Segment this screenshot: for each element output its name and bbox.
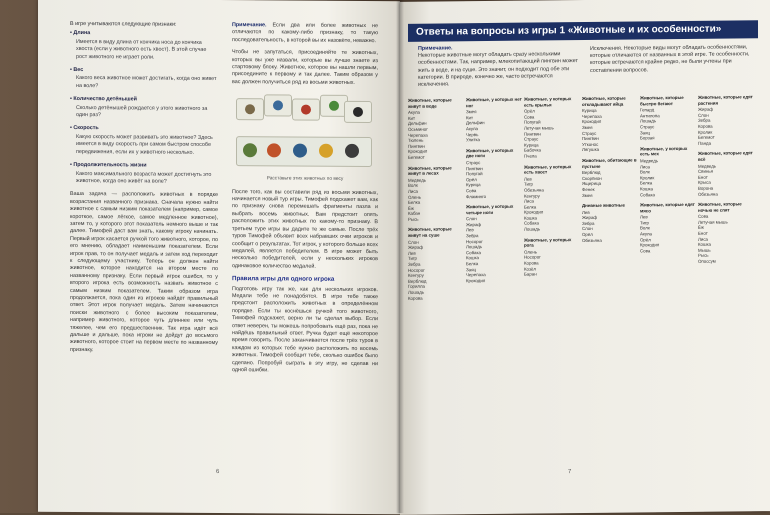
answer-group bbox=[524, 237, 580, 278]
answer-item: Заяц bbox=[640, 129, 650, 135]
answer-item: Волк bbox=[640, 169, 650, 175]
answer-item: Собака bbox=[524, 220, 539, 227]
answer-item: Собака bbox=[640, 191, 655, 197]
answer-item: Бегемот bbox=[698, 134, 715, 140]
answer-item: Черепаха bbox=[408, 132, 428, 138]
answer-item: Лошадь bbox=[408, 289, 425, 295]
answer-item: Зебра bbox=[582, 220, 595, 226]
answer-item: Жираф bbox=[466, 221, 482, 228]
answer-item: Пингвин bbox=[466, 165, 483, 171]
answer-item: Курица bbox=[582, 108, 597, 114]
answer-group bbox=[582, 95, 638, 153]
answer-item: Ёж bbox=[698, 225, 704, 231]
answer-item: Горилла bbox=[408, 284, 425, 290]
answer-item: Рысь bbox=[698, 253, 709, 259]
answer-item: Орёл bbox=[640, 236, 651, 243]
section-title-single-player: Правила игры для одного игрока bbox=[232, 275, 335, 283]
answers-note bbox=[418, 44, 578, 89]
answer-item: Курица bbox=[466, 182, 481, 188]
answer-item: Баран bbox=[524, 271, 537, 277]
answer-item: Лиса bbox=[408, 188, 418, 194]
answer-item: Курица bbox=[524, 142, 539, 148]
answer-item: Утконос bbox=[582, 141, 599, 147]
answer-item: Попугай bbox=[524, 119, 541, 126]
answers-title: Ответы на вопросы из игры 1 «Животные и их особенности» bbox=[408, 20, 758, 42]
answer-item: Слон bbox=[466, 216, 477, 222]
criterion-description: Какого максимального возраста может достигнуть это животное, когда оно живёт на воле? bbox=[76, 170, 212, 185]
answer-item: Сова bbox=[640, 248, 651, 254]
answer-item: Фенек bbox=[582, 186, 595, 192]
answer-item: Лев bbox=[640, 214, 648, 220]
answer-item: Слон bbox=[582, 226, 593, 232]
answer-item: Кошка bbox=[466, 255, 479, 261]
answer-item: Рысь bbox=[408, 216, 419, 222]
puzzle-piece bbox=[344, 101, 372, 123]
page-number-right: 7 bbox=[568, 469, 572, 476]
answer-item: Страус bbox=[582, 130, 597, 136]
answer-group bbox=[408, 227, 464, 301]
answer-item: Носорог bbox=[408, 267, 425, 273]
answer-item: Зебра bbox=[408, 261, 421, 267]
answer-group bbox=[582, 203, 638, 244]
answer-group bbox=[524, 164, 580, 233]
page-number-left: 6 bbox=[216, 468, 220, 476]
answer-item: Лиса bbox=[698, 236, 708, 242]
answer-item: Пингвин bbox=[582, 136, 599, 142]
answer-item: Белка bbox=[524, 204, 537, 210]
criterion-description: Сколько детёнышей рождается у этого животного за один раз? bbox=[76, 104, 208, 119]
answer-item: Жираф bbox=[582, 215, 598, 221]
answer-item: Акула bbox=[466, 126, 479, 132]
answer-item: Ёж bbox=[408, 205, 414, 211]
puzzle-piece bbox=[264, 95, 292, 117]
answer-item: Опоссум bbox=[698, 258, 716, 264]
answers-note-label: Примечание. bbox=[418, 45, 453, 52]
answer-item: Страус bbox=[524, 136, 539, 142]
answer-item: Гепард bbox=[640, 107, 655, 113]
answer-group bbox=[698, 94, 754, 146]
note-label: Примечание. bbox=[232, 22, 267, 29]
answer-item: Улитка bbox=[466, 137, 480, 143]
answer-group-heading: Животные, у которых четыре ноги bbox=[466, 203, 514, 215]
answer-item: Лев bbox=[408, 250, 416, 256]
answer-item: Кошка bbox=[524, 215, 537, 221]
answer-item: Орёл bbox=[524, 108, 535, 114]
answer-item: Лев bbox=[466, 227, 474, 233]
answers-column bbox=[640, 95, 696, 259]
rules-paragraph-2: Чтобы не запутаться, присоединяйте те животных, которых вы уже назвали, которые вы лучше знаете из стартовому блоку. Животное, которое вы нашли первым, присоедините к первому и так далее. Таким образом у вас должен получиться ряд из восьми животных. bbox=[232, 49, 378, 86]
criterion-item bbox=[70, 96, 218, 120]
left-page bbox=[38, 0, 400, 514]
answer-item: Кит bbox=[408, 115, 416, 121]
criterion-item bbox=[70, 125, 218, 157]
criteria-list bbox=[70, 30, 218, 186]
answer-group bbox=[408, 97, 464, 160]
answer-group-heading: Животные, у которых есть крылья bbox=[524, 96, 572, 108]
answer-item: Кабан bbox=[408, 211, 421, 217]
criterion-description: Какого веса животное может достигать, когда оно живет на воле? bbox=[76, 75, 217, 90]
answer-item: Крокодил bbox=[466, 277, 486, 284]
puzzle-piece bbox=[236, 98, 264, 120]
answer-item: Ворона bbox=[698, 185, 714, 191]
answer-item: Кролик bbox=[640, 174, 655, 181]
answer-item: Змея bbox=[582, 192, 593, 198]
criterion-name: • Продолжительность жизни bbox=[70, 162, 218, 170]
answer-item: Тигр bbox=[408, 256, 417, 262]
answer-group-heading: Животные, которые едят мясо bbox=[640, 201, 695, 214]
answer-group-heading: Животные, которые живут в лесах bbox=[408, 164, 452, 176]
answer-item: Змея bbox=[582, 124, 593, 131]
answer-group bbox=[524, 96, 580, 159]
answers-column bbox=[582, 95, 638, 248]
answer-item: Обезьяна bbox=[698, 191, 718, 197]
answer-item: Обезьяна bbox=[582, 237, 602, 243]
answer-item: Крокодил bbox=[408, 148, 428, 155]
answer-item: Зебра bbox=[698, 118, 711, 124]
rules-paragraph-1: Ваша задача — расположить животных в порядке возрастания названного признака. Сначала нужно найти животное с самым низким показателем (например, самое короткое, самое лёгкое, самое медленное животное), затем то, у которого этот показатель немного выше и так далее. Тимофей даст вам знать, какому игроку начинать. Первый игрок касается ручкой того животного, которое, по его мнению, обладает наименьшим показателем. Если игрок прав, то он получает медаль и затем ход переходит к следующему участнику. Теперь он должен найти животное, которое находится на втором месте по названному признаку. Если первый игрок ошибся, то у второго игрока есть возможность назвать животное с самым низким показателем. Таким образом игра продолжается, пока один из игроков найдёт правильный ответ. Этот игрок получает медаль. Затем начинаются поиски животного с более высоким показателем, например животного, которое чуть длиннее или чуть тяжелее, чем его предшественник. Так игра идёт всё дальше и дальше, пока игроки не дойдут до восьмого животного, которое стоит на первом месте по названному признаку. bbox=[70, 191, 218, 353]
answer-item: Белка bbox=[640, 180, 653, 186]
answer-item: Лиса bbox=[524, 198, 534, 204]
answer-item: Осьминог bbox=[408, 126, 428, 132]
note-paragraph bbox=[232, 22, 378, 45]
answer-item: Обезьяна bbox=[524, 187, 544, 193]
answer-item: Лошадь bbox=[524, 226, 541, 232]
answer-group-heading: Животные, у которых есть мех bbox=[640, 145, 688, 157]
criterion-name: • Количество детёнышей bbox=[70, 96, 218, 104]
answer-item: Пчела bbox=[524, 153, 537, 159]
answer-item: Лев bbox=[582, 209, 590, 215]
answer-group bbox=[466, 204, 522, 284]
answer-item: Дельфин bbox=[466, 120, 485, 126]
answer-item: Мышь bbox=[698, 247, 711, 253]
answer-item: Антилопа bbox=[640, 112, 660, 119]
answer-group-heading: Дневные животные bbox=[582, 202, 626, 209]
answer-item: Акула bbox=[640, 231, 653, 237]
criterion-item bbox=[70, 162, 218, 186]
answer-item: Зебра bbox=[466, 233, 479, 239]
puzzle-piece bbox=[292, 99, 320, 121]
answer-item: Летучая мышь bbox=[524, 125, 554, 131]
answer-item: Летучая мышь bbox=[698, 219, 728, 225]
answer-item: Лев bbox=[524, 176, 532, 182]
answer-item: Заяц bbox=[466, 266, 476, 272]
answer-group-heading: Животные, у которых есть хвост bbox=[524, 163, 572, 175]
rules-paragraph-3: После того, как вы составили ряд из восьми животных, начинается новый тур игры. Тимофей подскажет вам, как по признаку снова перемешать фрагменты пазла и выбрать восемь животных. Вам предстоит опять расположить этих животных по какому-то признаку. В третьем туре игры вы дадите те же самые. После трёх туров Тимофей объявит всех набравших очки игроков и сообщит о результатах. Тот игрок, у которого больше всех медалей, является победителем. В игре может быть несколько победителей, если у нескольких игроков одинаковое количество медалей. bbox=[232, 188, 378, 270]
answer-item: Козёл bbox=[524, 266, 536, 272]
answer-item: Кенгуру bbox=[524, 192, 540, 199]
answer-group-heading: Животные, которые едят растения bbox=[698, 94, 753, 106]
answer-group-heading: Животные, которые откладывают яйца bbox=[582, 95, 626, 107]
criterion-description: Имеется в виду длина от кончика носа до кончика хвоста (если у животного есть хвост). В этой случае рост животного не играет роли. bbox=[76, 38, 207, 61]
puzzle-row bbox=[236, 136, 372, 167]
answer-item: Дельфин bbox=[408, 121, 427, 127]
answer-group bbox=[640, 202, 696, 254]
answers-note-text: Некоторые животные могут обладать сразу несколькими особенностями. Так, например, млекопитающий пингвин может жить в воде, и на суше. Это значит, он подходит под обе эти категории. В природе, конечно же, часто встречаются исключения. bbox=[418, 51, 578, 88]
answer-item: Кошка bbox=[640, 186, 653, 192]
answer-item: Кит bbox=[466, 114, 474, 121]
answer-group-heading: Животные, у которых нет ног bbox=[466, 96, 522, 108]
criterion-name: • Скорость bbox=[70, 125, 218, 133]
criterion-item bbox=[70, 30, 218, 62]
answer-item: Ящерица bbox=[582, 181, 602, 187]
answer-item: Медведь bbox=[408, 177, 427, 183]
answer-item: Орёл bbox=[582, 231, 593, 238]
answer-item: Орёл bbox=[466, 176, 477, 182]
answer-item: Страус bbox=[640, 124, 655, 130]
answer-group-heading: Животные, у которых две ноги bbox=[466, 147, 514, 159]
answer-item: Змея bbox=[466, 109, 477, 115]
answer-item: Верблюд bbox=[582, 169, 601, 176]
answers-column bbox=[466, 97, 522, 289]
answer-item: Корова bbox=[698, 123, 713, 129]
puzzle-illustration bbox=[232, 92, 372, 173]
answer-item: Олень bbox=[408, 194, 422, 200]
puzzle-caption: Расставьте этих животных по весу bbox=[266, 176, 344, 183]
intro-text: В игре учитываются следующие признаки: bbox=[70, 20, 177, 28]
answer-group bbox=[698, 151, 754, 197]
answer-group bbox=[640, 95, 696, 141]
rules-paragraph-4: Подготовь игру так же, как для нескольких игроков. Медали тебе не понадобятся. В игре тебе также предстоит расположить животных в определённом порядке. Если ты коснёшься ручкой того животного, Тимофей подскажет, верно ли ты сделал выбор. Если ответ неверен, ты можешь попробовать ещё раз, пока не найдёшь правильный ответ. Ручка будет ещё некоторое время говорить. После заканчивается после трёх туров в каждом из которых тебе нужно расположить по восемь животных. Тимофей сообщит тебе, сколько ошибок было сделано. Попробуй сыграть в эту игру, не сделав ни одной ошибки. bbox=[232, 285, 378, 374]
answer-item: Крыса bbox=[698, 179, 711, 186]
answer-item: Борзая bbox=[640, 135, 655, 141]
answer-item: Енот bbox=[698, 174, 708, 180]
answer-item: Корова bbox=[524, 260, 539, 266]
answer-item: Олень bbox=[524, 249, 538, 255]
note-text: Если два или более животных не отличаются по какому-либо признаку, то такую последовательность, в которой вы их назовёте, неважно. bbox=[232, 22, 379, 44]
criterion-name: • Вес bbox=[70, 67, 218, 75]
answer-item: Бегемот bbox=[408, 154, 425, 160]
answer-item: Страус bbox=[466, 160, 481, 166]
answer-item: Червь bbox=[466, 131, 479, 137]
answer-group-heading: Животные, которые живут на суше bbox=[408, 226, 452, 238]
answers-note-2: Исключения. Некоторые виды могут обладать особенностями, которые отличаются от названных в этой игре. Те особенности, которые встречаются крайне редко, не были учтены при составлении вопросов. bbox=[590, 44, 750, 74]
answer-item: Волк bbox=[640, 225, 650, 231]
answer-item: Кошка bbox=[698, 241, 711, 248]
answers-column bbox=[408, 97, 464, 306]
answer-item: Кролик bbox=[698, 129, 713, 135]
answer-item: Верблюд bbox=[408, 278, 427, 284]
criterion-name: • Длина bbox=[70, 30, 218, 38]
answers-column bbox=[698, 94, 754, 269]
answer-item: Лягушка bbox=[582, 147, 600, 153]
answer-item: Медведь bbox=[698, 163, 717, 169]
answer-item: Крокодил bbox=[524, 209, 544, 215]
answer-group-heading: Животные, которые едят всё bbox=[698, 150, 753, 162]
answer-item: Волк bbox=[408, 183, 418, 189]
answer-item: Пингвин bbox=[408, 143, 425, 149]
answer-item: Черепаха bbox=[582, 113, 602, 119]
answer-group bbox=[408, 165, 464, 223]
left-column-2 bbox=[232, 22, 378, 380]
answer-item: Крокодил bbox=[582, 119, 602, 125]
answer-group bbox=[698, 201, 754, 264]
answer-group bbox=[582, 157, 638, 198]
answer-item: Жираф bbox=[408, 244, 424, 251]
answer-item: Скорпион bbox=[582, 175, 602, 181]
answer-group-heading: Животные, обитающие в пустыне bbox=[582, 157, 637, 169]
answer-item: Слон bbox=[698, 112, 709, 118]
answer-group bbox=[466, 147, 522, 199]
answer-group-heading: Животные, которые быстро бегают bbox=[640, 94, 684, 107]
answer-item: Панда bbox=[698, 140, 712, 146]
answer-item: Черепаха bbox=[466, 272, 486, 278]
criterion-description: Какую скорость может развивать это животное? Здесь имеется в виду скорость при самом быстром способе передвижения, если их у животного несколько. bbox=[76, 133, 213, 156]
answer-item: Фламинго bbox=[466, 193, 487, 199]
answer-item: Сова bbox=[466, 188, 477, 194]
answer-item: Тигр bbox=[524, 181, 533, 187]
answer-item: Свинья bbox=[698, 168, 714, 174]
answers-column bbox=[524, 96, 580, 282]
answer-item: Акула bbox=[408, 109, 421, 116]
answer-group bbox=[466, 97, 522, 143]
answer-item: Корова bbox=[408, 295, 423, 301]
answer-item: Белка bbox=[466, 261, 479, 267]
answer-item: Медведь bbox=[640, 158, 659, 164]
answer-group-heading: Животные, у которых рога bbox=[524, 236, 572, 248]
answer-item: Сова bbox=[698, 213, 709, 220]
answer-item: Собака bbox=[466, 249, 481, 256]
answer-item: Носорог bbox=[466, 238, 483, 244]
book-gutter bbox=[396, 0, 404, 513]
right-page bbox=[400, 0, 770, 515]
answer-item: Носорог bbox=[524, 254, 541, 261]
answer-item: Лошадь bbox=[466, 244, 483, 250]
answer-item: Слон bbox=[408, 239, 419, 245]
answer-group bbox=[640, 146, 696, 198]
answer-item: Тюлень bbox=[408, 137, 424, 144]
answer-item: Тигр bbox=[640, 220, 649, 226]
answer-item: Жираф bbox=[698, 106, 714, 113]
answer-item: Попугай bbox=[466, 171, 483, 177]
answer-item: Бабочка bbox=[524, 147, 541, 153]
answer-item: Пингвин bbox=[524, 131, 541, 137]
answer-item: Крокодил bbox=[640, 242, 660, 248]
answer-group-heading: Животные, которые живут в воде bbox=[408, 97, 452, 109]
answer-item: Белка bbox=[408, 199, 421, 205]
criterion-item bbox=[70, 67, 218, 91]
answer-item: Кенгуру bbox=[408, 272, 424, 279]
left-column-1 bbox=[70, 21, 218, 360]
answer-item: Лиса bbox=[640, 163, 650, 169]
answer-item: Лошадь bbox=[640, 118, 657, 124]
answer-item: Енот bbox=[698, 230, 708, 236]
answer-group-heading: Животные, которые ночью не спят bbox=[698, 201, 742, 213]
answer-item: Сова bbox=[524, 114, 535, 120]
